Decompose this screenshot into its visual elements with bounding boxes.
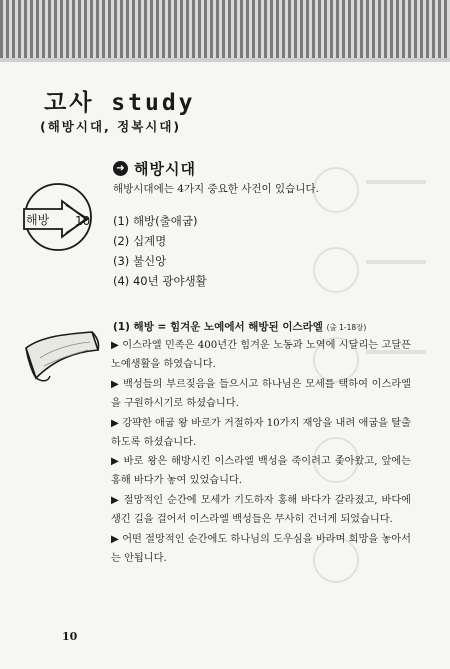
- list-item: (2) 십계명: [113, 234, 167, 248]
- list-item: ▶ 절망적인 순간에 모세가 기도하자 홍해 바다가 갈라졌고, 바다에 생긴 길을 걸어서 이스라엘 백성들은 무사히 건너게 되었습니다.: [111, 495, 411, 526]
- liberation-badge-illustration: [22, 181, 104, 253]
- section-title: 해방시대: [134, 160, 196, 178]
- subsection-title: [113, 319, 366, 334]
- list-item: (3) 불신앙: [113, 254, 167, 268]
- scripture-reference: (출 1-18장): [326, 323, 367, 332]
- badge-label: 해방: [26, 213, 50, 227]
- list-item: ▶ 강퍅한 애굽 왕 바로가 거절하자 10가지 재앙을 내려 애굽을 탈출하도록 하셨습니다.: [111, 417, 411, 448]
- page-subtitle: (해방시대, 정복시대): [40, 119, 182, 134]
- list-item: (1) 해방(출애굽): [113, 214, 198, 228]
- events-list: [113, 211, 207, 291]
- badge-number: 10: [75, 214, 91, 228]
- page-title: 고사 study: [44, 90, 196, 116]
- list-item: ▶ 어떤 절망적인 순간에도 하나님의 도우심을 바라며 희망을 놓아서는 안됩니다.: [111, 534, 411, 564]
- arrow-right-circle-icon: ➜: [113, 161, 128, 176]
- list-item: ▶ 백성들의 부르짖음을 들으시고 하나님은 모세를 택하여 이스라엘을 구원하시기로 하셨습니다.: [111, 378, 412, 409]
- subsection-title-text: (1) 해방 = 힘겨운 노예에서 해방된 이스라엘: [113, 321, 323, 333]
- section-heading: [113, 158, 196, 179]
- list-item: ▶ 이스라엘 민족은 400년간 힘겨운 노동과 노역에 시달리는 고달픈 노예생활을 하였습니다.: [111, 340, 411, 370]
- section-intro: 해방시대에는 4가지 중요한 사건이 있습니다.: [113, 183, 319, 195]
- scroll-illustration: [22, 330, 102, 390]
- page-number: 10: [62, 630, 78, 643]
- header-stripes: [0, 0, 450, 58]
- subsection-body: [111, 337, 411, 570]
- header-divider: [0, 58, 450, 62]
- list-item: ▶ 바로 왕은 해방시킨 이스라엘 백성을 죽이려고 좇아왔고, 앞에는 홍해 바다가 놓여 있었습니다.: [111, 456, 411, 487]
- list-item: (4) 40년 광야생활: [113, 274, 207, 288]
